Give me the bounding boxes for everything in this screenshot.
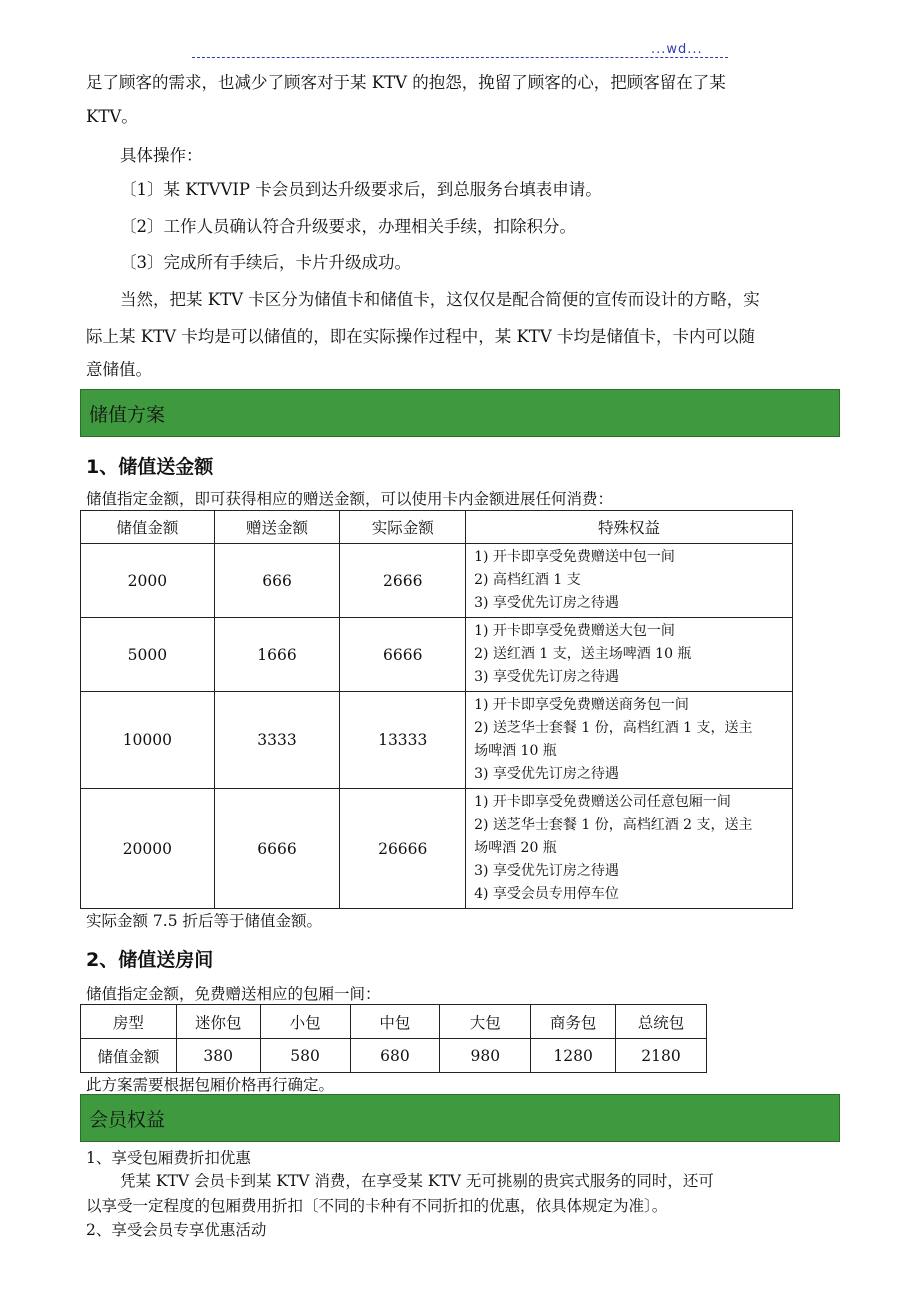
header-dashed-line bbox=[192, 57, 728, 58]
table-row bbox=[81, 692, 793, 789]
stored-amount-cell: 20000 bbox=[81, 789, 215, 909]
table-header-cell: 特殊权益 bbox=[466, 511, 793, 544]
member-item-1-line-1: 凭某 KTV 会员卡到某 KTV 消费，在享受某 KTV 无可挑剔的贵宾式服务的同时，还可 bbox=[120, 1172, 714, 1190]
perk-item: 2) 送红酒 1 支，送主场啤酒 10 瓶 bbox=[474, 646, 692, 662]
perk-item: 场啤酒 20 瓶 bbox=[474, 840, 557, 856]
member-item-1-line-2: 以享受一定程度的包厢费用折扣〔不同的卡种有不同折扣的优惠，依具体规定为准〕。 bbox=[86, 1197, 668, 1215]
note-line-1: 当然，把某 KTV 卡区分为储值卡和储值卡，这仅仅是配合简便的宣传而设计的方略，实 bbox=[120, 290, 760, 309]
room-type-cell: 中包 bbox=[350, 1005, 440, 1039]
stored-value-bonus-table bbox=[80, 510, 793, 909]
stored-amount-cell: 10000 bbox=[81, 692, 215, 789]
amount-cell: 980 bbox=[440, 1039, 531, 1073]
footnote-2: 此方案需要根据包厢价格再行确定。 bbox=[86, 1076, 335, 1094]
room-type-cell: 小包 bbox=[260, 1005, 350, 1039]
room-gift-table bbox=[80, 1004, 707, 1073]
intro-line-1: 足了顾客的需求，也减少了顾客对于某 KTV 的抱怨，挽留了顾客的心，把顾客留在了某 bbox=[86, 73, 726, 92]
section-banner-member bbox=[80, 1094, 840, 1142]
table-row bbox=[81, 1005, 707, 1039]
table-header-cell: 赠送金额 bbox=[214, 511, 340, 544]
step-3: 〔3〕完成所有手续后，卡片升级成功。 bbox=[120, 253, 411, 272]
actual-amount-cell: 2666 bbox=[340, 544, 466, 618]
actual-amount-cell: 26666 bbox=[340, 789, 466, 909]
amount-cell: 580 bbox=[260, 1039, 350, 1073]
section-title: 储值方案 bbox=[89, 404, 166, 426]
perk-item: 2) 送芝华士套餐 1 份，高档红酒 1 支，送主 bbox=[474, 720, 753, 736]
perk-item: 1) 开卡即享受免费赠送公司任意包厢一间 bbox=[474, 794, 731, 810]
room-type-cell: 大包 bbox=[440, 1005, 531, 1039]
header-mark: ...wd... bbox=[651, 42, 703, 57]
subsection-desc-1: 储值指定金额，即可获得相应的赠送金额，可以使用卡内金额进展任何消费： bbox=[86, 490, 614, 508]
step-2: 〔2〕工作人员确认符合升级要求，办理相关手续，扣除积分。 bbox=[120, 217, 576, 236]
table-header-cell: 实际金额 bbox=[340, 511, 466, 544]
perk-item: 3) 享受优先订房之待遇 bbox=[474, 669, 619, 685]
perk-item: 场啤酒 10 瓶 bbox=[474, 743, 557, 759]
amount-cell: 2180 bbox=[616, 1039, 707, 1073]
note-line-3: 意储值。 bbox=[86, 360, 152, 379]
subsection-title-2: 2、储值送房间 bbox=[86, 949, 214, 971]
perk-item: 1) 开卡即享受免费赠送大包一间 bbox=[474, 623, 675, 639]
perk-item: 2) 送芝华士套餐 1 份，高档红酒 2 支，送主 bbox=[474, 817, 753, 833]
bonus-amount-cell: 3333 bbox=[214, 692, 340, 789]
perk-item: 3) 享受优先订房之待遇 bbox=[474, 863, 619, 879]
perk-item: 1) 开卡即享受免费赠送商务包一间 bbox=[474, 697, 689, 713]
ops-title: 具体操作： bbox=[120, 146, 203, 165]
room-type-cell: 迷你包 bbox=[176, 1005, 260, 1039]
stored-amount-cell: 2000 bbox=[81, 544, 215, 618]
table-row bbox=[81, 618, 793, 692]
table-row bbox=[81, 544, 793, 618]
note-line-2: 际上某 KTV 卡均是可以储值的，即在实际操作过程中，某 KTV 卡均是储值卡，卡内可以随 bbox=[86, 327, 755, 346]
stored-amount-cell: 5000 bbox=[81, 618, 215, 692]
perk-item: 4) 享受会员专用停车位 bbox=[474, 886, 619, 902]
amount-cell: 380 bbox=[176, 1039, 260, 1073]
row-header-cell: 房型 bbox=[81, 1005, 177, 1039]
perk-item: 1) 开卡即享受免费赠送中包一间 bbox=[474, 549, 675, 565]
amount-cell: 680 bbox=[350, 1039, 440, 1073]
perk-item: 2) 高档红酒 1 支 bbox=[474, 572, 581, 588]
section-title: 会员权益 bbox=[89, 1109, 166, 1131]
actual-amount-cell: 6666 bbox=[340, 618, 466, 692]
room-type-cell: 商务包 bbox=[531, 1005, 616, 1039]
perks-cell bbox=[466, 789, 793, 909]
section-banner-stored-value bbox=[80, 389, 840, 437]
member-item-2-title: 2、享受会员专享优惠活动 bbox=[86, 1221, 267, 1239]
row-header-cell: 储值金额 bbox=[81, 1039, 177, 1073]
member-item-1-title: 1、享受包厢费折扣优惠 bbox=[86, 1149, 251, 1167]
intro-line-2: KTV。 bbox=[86, 107, 138, 126]
subsection-title-1: 1、储值送金额 bbox=[86, 456, 214, 478]
step-1: 〔1〕某 KTVVIP 卡会员到达升级要求后，到总服务台填表申请。 bbox=[120, 180, 602, 199]
bonus-amount-cell: 666 bbox=[214, 544, 340, 618]
footnote-1: 实际金额 7.5 折后等于储值金额。 bbox=[86, 912, 323, 930]
room-type-cell: 总统包 bbox=[616, 1005, 707, 1039]
table-row bbox=[81, 789, 793, 909]
table-row bbox=[81, 1039, 707, 1073]
amount-cell: 1280 bbox=[531, 1039, 616, 1073]
actual-amount-cell: 13333 bbox=[340, 692, 466, 789]
perks-cell bbox=[466, 544, 793, 618]
bonus-amount-cell: 6666 bbox=[214, 789, 340, 909]
perk-item: 3) 享受优先订房之待遇 bbox=[474, 766, 619, 782]
perks-cell bbox=[466, 618, 793, 692]
perks-cell bbox=[466, 692, 793, 789]
table-header-row bbox=[81, 511, 793, 544]
perk-item: 3) 享受优先订房之待遇 bbox=[474, 595, 619, 611]
bonus-amount-cell: 1666 bbox=[214, 618, 340, 692]
table-header-cell: 储值金额 bbox=[81, 511, 215, 544]
subsection-desc-2: 储值指定金额，免费赠送相应的包厢一间： bbox=[86, 985, 381, 1003]
